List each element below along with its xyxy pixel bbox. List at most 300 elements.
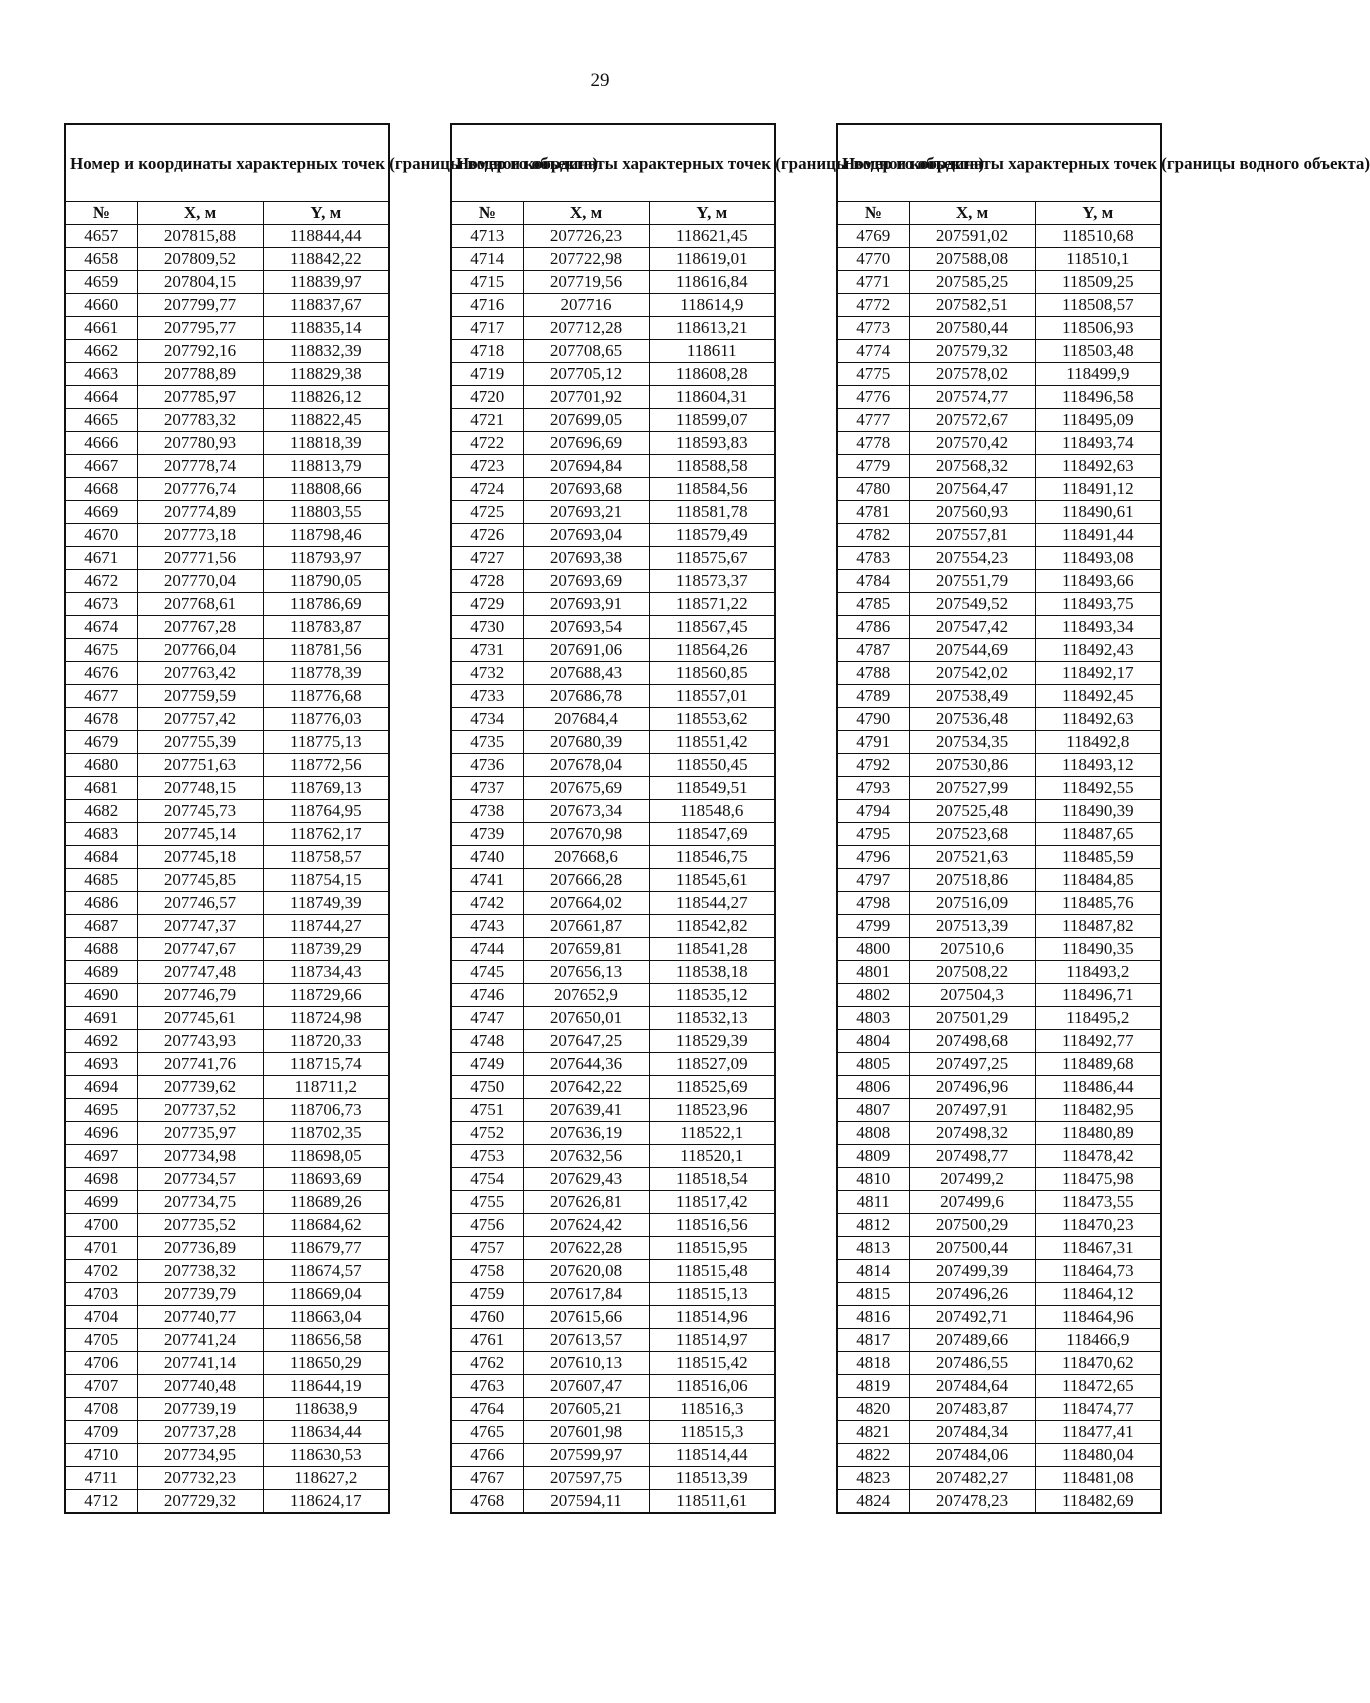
point-number: 4717: [451, 317, 523, 340]
y-coordinate: 118549,51: [649, 777, 775, 800]
x-coordinate: 207497,91: [909, 1099, 1035, 1122]
x-coordinate: 207693,69: [523, 570, 649, 593]
table-row: [65, 1352, 389, 1375]
y-coordinate: 118581,78: [649, 501, 775, 524]
x-coordinate: 207693,38: [523, 547, 649, 570]
x-coordinate: 207554,23: [909, 547, 1035, 570]
table-body: [837, 225, 1161, 1514]
point-number: 4790: [837, 708, 909, 731]
point-number: 4752: [451, 1122, 523, 1145]
table-row: [451, 1329, 775, 1352]
x-coordinate: 207527,99: [909, 777, 1035, 800]
x-coordinate: 207747,67: [137, 938, 263, 961]
y-coordinate: 118769,13: [263, 777, 389, 800]
x-coordinate: 207499,39: [909, 1260, 1035, 1283]
point-number: 4712: [65, 1490, 137, 1514]
table-row: [451, 984, 775, 1007]
y-coordinate: 118684,62: [263, 1214, 389, 1237]
y-coordinate: 118464,12: [1035, 1283, 1161, 1306]
table-row: [451, 1352, 775, 1375]
point-number: 4792: [837, 754, 909, 777]
x-coordinate: 207518,86: [909, 869, 1035, 892]
point-number: 4762: [451, 1352, 523, 1375]
x-coordinate: 207591,02: [909, 225, 1035, 248]
y-coordinate: 118515,13: [649, 1283, 775, 1306]
x-coordinate: 207580,44: [909, 317, 1035, 340]
x-coordinate: 207551,79: [909, 570, 1035, 593]
point-number: 4666: [65, 432, 137, 455]
point-number: 4702: [65, 1260, 137, 1283]
point-number: 4686: [65, 892, 137, 915]
table-row: [451, 432, 775, 455]
y-coordinate: 118604,31: [649, 386, 775, 409]
table-row: [451, 1145, 775, 1168]
y-coordinate: 118503,48: [1035, 340, 1161, 363]
y-coordinate: 118720,33: [263, 1030, 389, 1053]
x-coordinate: 207699,05: [523, 409, 649, 432]
table-row: [837, 1306, 1161, 1329]
point-number: 4719: [451, 363, 523, 386]
y-coordinate: 118509,25: [1035, 271, 1161, 294]
y-coordinate: 118492,63: [1035, 708, 1161, 731]
table-row: [451, 248, 775, 271]
y-coordinate: 118492,17: [1035, 662, 1161, 685]
x-coordinate: 207722,98: [523, 248, 649, 271]
point-number: 4745: [451, 961, 523, 984]
x-coordinate: 207696,69: [523, 432, 649, 455]
table-row: [451, 1122, 775, 1145]
x-coordinate: 207599,97: [523, 1444, 649, 1467]
table-row: [837, 593, 1161, 616]
y-coordinate: 118842,22: [263, 248, 389, 271]
table-row: [837, 1030, 1161, 1053]
x-coordinate: 207538,49: [909, 685, 1035, 708]
table-row: [451, 1076, 775, 1099]
table-row: [65, 1214, 389, 1237]
x-coordinate: 207770,04: [137, 570, 263, 593]
point-number: 4804: [837, 1030, 909, 1053]
point-number: 4714: [451, 248, 523, 271]
y-coordinate: 118515,48: [649, 1260, 775, 1283]
y-coordinate: 118467,31: [1035, 1237, 1161, 1260]
table-row: [451, 1421, 775, 1444]
x-coordinate: 207496,96: [909, 1076, 1035, 1099]
table-row: [65, 915, 389, 938]
point-number: 4807: [837, 1099, 909, 1122]
x-coordinate: 207504,3: [909, 984, 1035, 1007]
table-row: [451, 1306, 775, 1329]
table-row: [837, 685, 1161, 708]
x-coordinate: 207788,89: [137, 363, 263, 386]
table-row: [837, 1490, 1161, 1514]
point-number: 4704: [65, 1306, 137, 1329]
point-number: 4808: [837, 1122, 909, 1145]
y-coordinate: 118613,21: [649, 317, 775, 340]
x-coordinate: 207691,06: [523, 639, 649, 662]
table-row: [837, 961, 1161, 984]
x-coordinate: 207500,29: [909, 1214, 1035, 1237]
table-row: [451, 685, 775, 708]
x-coordinate: 207530,86: [909, 754, 1035, 777]
x-coordinate: 207739,62: [137, 1076, 263, 1099]
table-row: [837, 432, 1161, 455]
point-number: 4809: [837, 1145, 909, 1168]
y-coordinate: 118634,44: [263, 1421, 389, 1444]
point-number: 4764: [451, 1398, 523, 1421]
x-coordinate: 207773,18: [137, 524, 263, 547]
y-coordinate: 118475,98: [1035, 1168, 1161, 1191]
y-coordinate: 118715,74: [263, 1053, 389, 1076]
y-coordinate: 118478,42: [1035, 1145, 1161, 1168]
point-number: 4697: [65, 1145, 137, 1168]
x-coordinate: 207734,98: [137, 1145, 263, 1168]
table-row: [837, 1421, 1161, 1444]
x-coordinate: 207615,66: [523, 1306, 649, 1329]
table-row: [837, 1467, 1161, 1490]
point-number: 4733: [451, 685, 523, 708]
column-header-x: X, м: [523, 202, 649, 225]
table-row: [65, 938, 389, 961]
point-number: 4706: [65, 1352, 137, 1375]
y-coordinate: 118553,62: [649, 708, 775, 731]
x-coordinate: 207650,01: [523, 1007, 649, 1030]
x-coordinate: 207547,42: [909, 616, 1035, 639]
point-number: 4778: [837, 432, 909, 455]
table-row: [65, 846, 389, 869]
x-coordinate: 207734,75: [137, 1191, 263, 1214]
point-number: 4692: [65, 1030, 137, 1053]
x-coordinate: 207492,71: [909, 1306, 1035, 1329]
point-number: 4682: [65, 800, 137, 823]
point-number: 4700: [65, 1214, 137, 1237]
table-row: [451, 1214, 775, 1237]
y-coordinate: 118506,93: [1035, 317, 1161, 340]
x-coordinate: 207478,23: [909, 1490, 1035, 1514]
point-number: 4710: [65, 1444, 137, 1467]
point-number: 4668: [65, 478, 137, 501]
y-coordinate: 118517,42: [649, 1191, 775, 1214]
table-row: [65, 1168, 389, 1191]
y-coordinate: 118754,15: [263, 869, 389, 892]
table-row: [65, 1398, 389, 1421]
table-row: [65, 731, 389, 754]
x-coordinate: 207776,74: [137, 478, 263, 501]
table-row: [837, 524, 1161, 547]
x-coordinate: 207738,32: [137, 1260, 263, 1283]
table-row: [65, 478, 389, 501]
x-coordinate: 207636,19: [523, 1122, 649, 1145]
point-number: 4677: [65, 685, 137, 708]
point-number: 4756: [451, 1214, 523, 1237]
point-number: 4737: [451, 777, 523, 800]
table-row: [837, 1398, 1161, 1421]
y-coordinate: 118588,58: [649, 455, 775, 478]
x-coordinate: 207489,66: [909, 1329, 1035, 1352]
y-coordinate: 118535,12: [649, 984, 775, 1007]
y-coordinate: 118515,3: [649, 1421, 775, 1444]
point-number: 4776: [837, 386, 909, 409]
table-row: [837, 1099, 1161, 1122]
x-coordinate: 207726,23: [523, 225, 649, 248]
point-number: 4713: [451, 225, 523, 248]
table-row: [451, 616, 775, 639]
table-row: [65, 869, 389, 892]
x-coordinate: 207751,63: [137, 754, 263, 777]
point-number: 4711: [65, 1467, 137, 1490]
table-row: [837, 1352, 1161, 1375]
point-number: 4674: [65, 616, 137, 639]
x-coordinate: 207572,67: [909, 409, 1035, 432]
point-number: 4766: [451, 1444, 523, 1467]
y-coordinate: 118545,61: [649, 869, 775, 892]
point-number: 4779: [837, 455, 909, 478]
table-caption: Номер и координаты характерных точек (границы водного объекта): [65, 124, 389, 202]
y-coordinate: 118496,71: [1035, 984, 1161, 1007]
y-coordinate: 118614,9: [649, 294, 775, 317]
y-coordinate: 118529,39: [649, 1030, 775, 1053]
x-coordinate: 207617,84: [523, 1283, 649, 1306]
x-coordinate: 207499,6: [909, 1191, 1035, 1214]
y-coordinate: 118776,03: [263, 708, 389, 731]
table-row: [451, 731, 775, 754]
table-row: [451, 823, 775, 846]
x-coordinate: 207785,97: [137, 386, 263, 409]
x-coordinate: 207652,9: [523, 984, 649, 1007]
table-row: [65, 1099, 389, 1122]
x-coordinate: 207484,34: [909, 1421, 1035, 1444]
point-number: 4774: [837, 340, 909, 363]
table-row: [451, 1168, 775, 1191]
point-number: 4726: [451, 524, 523, 547]
y-coordinate: 118557,01: [649, 685, 775, 708]
point-number: 4688: [65, 938, 137, 961]
x-coordinate: 207534,35: [909, 731, 1035, 754]
x-coordinate: 207735,97: [137, 1122, 263, 1145]
y-coordinate: 118514,97: [649, 1329, 775, 1352]
y-coordinate: 118492,8: [1035, 731, 1161, 754]
y-coordinate: 118650,29: [263, 1352, 389, 1375]
point-number: 4741: [451, 869, 523, 892]
table-row: [451, 1237, 775, 1260]
table-row: [65, 248, 389, 271]
point-number: 4794: [837, 800, 909, 823]
x-coordinate: 207525,48: [909, 800, 1035, 823]
y-coordinate: 118490,39: [1035, 800, 1161, 823]
point-number: 4691: [65, 1007, 137, 1030]
table-row: [837, 823, 1161, 846]
x-coordinate: 207642,22: [523, 1076, 649, 1099]
x-coordinate: 207763,42: [137, 662, 263, 685]
y-coordinate: 118548,6: [649, 800, 775, 823]
x-coordinate: 207536,48: [909, 708, 1035, 731]
table-row: [65, 685, 389, 708]
column-header-y: Y, м: [263, 202, 389, 225]
point-number: 4750: [451, 1076, 523, 1099]
table-row: [451, 1490, 775, 1514]
point-number: 4732: [451, 662, 523, 685]
point-number: 4667: [65, 455, 137, 478]
x-coordinate: 207521,63: [909, 846, 1035, 869]
x-coordinate: 207544,69: [909, 639, 1035, 662]
y-coordinate: 118538,18: [649, 961, 775, 984]
table-body: [65, 225, 389, 1514]
x-coordinate: 207564,47: [909, 478, 1035, 501]
table-row: [65, 432, 389, 455]
table-row: [837, 938, 1161, 961]
x-coordinate: 207735,52: [137, 1214, 263, 1237]
point-number: 4824: [837, 1490, 909, 1514]
point-number: 4729: [451, 593, 523, 616]
y-coordinate: 118513,39: [649, 1467, 775, 1490]
point-number: 4748: [451, 1030, 523, 1053]
point-number: 4699: [65, 1191, 137, 1214]
table-row: [65, 1007, 389, 1030]
table-row: [837, 248, 1161, 271]
x-coordinate: 207510,6: [909, 938, 1035, 961]
point-number: 4787: [837, 639, 909, 662]
table-row: [451, 1283, 775, 1306]
point-number: 4802: [837, 984, 909, 1007]
y-coordinate: 118679,77: [263, 1237, 389, 1260]
point-number: 4784: [837, 570, 909, 593]
point-number: 4679: [65, 731, 137, 754]
table-row: [451, 961, 775, 984]
table-row: [65, 1283, 389, 1306]
table-row: [451, 363, 775, 386]
y-coordinate: 118762,17: [263, 823, 389, 846]
table-row: [451, 1398, 775, 1421]
point-number: 4716: [451, 294, 523, 317]
y-coordinate: 118567,45: [649, 616, 775, 639]
y-coordinate: 118485,76: [1035, 892, 1161, 915]
point-number: 4740: [451, 846, 523, 869]
table-row: [837, 501, 1161, 524]
point-number: 4664: [65, 386, 137, 409]
table-row: [65, 1375, 389, 1398]
x-coordinate: 207624,42: [523, 1214, 649, 1237]
y-coordinate: 118473,55: [1035, 1191, 1161, 1214]
y-coordinate: 118492,55: [1035, 777, 1161, 800]
table-row: [451, 340, 775, 363]
x-coordinate: 207743,93: [137, 1030, 263, 1053]
table-row: [837, 225, 1161, 248]
x-coordinate: 207708,65: [523, 340, 649, 363]
x-coordinate: 207499,2: [909, 1168, 1035, 1191]
point-number: 4675: [65, 639, 137, 662]
table-row: [451, 294, 775, 317]
table-row: [65, 1444, 389, 1467]
table-row: [451, 639, 775, 662]
y-coordinate: 118608,28: [649, 363, 775, 386]
y-coordinate: 118616,84: [649, 271, 775, 294]
y-coordinate: 118493,75: [1035, 593, 1161, 616]
x-coordinate: 207759,59: [137, 685, 263, 708]
table-row: [837, 1283, 1161, 1306]
y-coordinate: 118546,75: [649, 846, 775, 869]
point-number: 4660: [65, 294, 137, 317]
x-coordinate: 207673,34: [523, 800, 649, 823]
x-coordinate: 207585,25: [909, 271, 1035, 294]
x-coordinate: 207486,55: [909, 1352, 1035, 1375]
y-coordinate: 118822,45: [263, 409, 389, 432]
table-row: [65, 386, 389, 409]
table-row: [451, 938, 775, 961]
x-coordinate: 207516,09: [909, 892, 1035, 915]
y-coordinate: 118470,23: [1035, 1214, 1161, 1237]
y-coordinate: 118464,73: [1035, 1260, 1161, 1283]
table-row: [65, 1329, 389, 1352]
y-coordinate: 118515,42: [649, 1352, 775, 1375]
table-row: [451, 225, 775, 248]
x-coordinate: 207501,29: [909, 1007, 1035, 1030]
point-number: 4703: [65, 1283, 137, 1306]
point-number: 4800: [837, 938, 909, 961]
point-number: 4797: [837, 869, 909, 892]
y-coordinate: 118798,46: [263, 524, 389, 547]
table-row: [65, 1145, 389, 1168]
y-coordinate: 118564,26: [649, 639, 775, 662]
x-coordinate: 207484,06: [909, 1444, 1035, 1467]
point-number: 4770: [837, 248, 909, 271]
y-coordinate: 118579,49: [649, 524, 775, 547]
point-number: 4763: [451, 1375, 523, 1398]
y-coordinate: 118482,69: [1035, 1490, 1161, 1514]
table-row: [65, 317, 389, 340]
table-row: [451, 892, 775, 915]
point-number: 4815: [837, 1283, 909, 1306]
table-row: [451, 593, 775, 616]
point-number: 4684: [65, 846, 137, 869]
y-coordinate: 118775,13: [263, 731, 389, 754]
table-row: [837, 1053, 1161, 1076]
table-row: [65, 1030, 389, 1053]
x-coordinate: 207582,51: [909, 294, 1035, 317]
x-coordinate: 207747,37: [137, 915, 263, 938]
point-number: 4819: [837, 1375, 909, 1398]
table-row: [837, 409, 1161, 432]
y-coordinate: 118698,05: [263, 1145, 389, 1168]
y-coordinate: 118482,95: [1035, 1099, 1161, 1122]
table-row: [837, 1329, 1161, 1352]
table-row: [65, 1260, 389, 1283]
point-number: 4701: [65, 1237, 137, 1260]
table-row: [837, 455, 1161, 478]
x-coordinate: 207484,64: [909, 1375, 1035, 1398]
y-coordinate: 118492,43: [1035, 639, 1161, 662]
y-coordinate: 118508,57: [1035, 294, 1161, 317]
point-number: 4683: [65, 823, 137, 846]
table-row: [65, 1122, 389, 1145]
point-number: 4657: [65, 225, 137, 248]
x-coordinate: 207719,56: [523, 271, 649, 294]
x-coordinate: 207597,75: [523, 1467, 649, 1490]
x-coordinate: 207686,78: [523, 685, 649, 708]
table-row: [837, 639, 1161, 662]
x-coordinate: 207557,81: [909, 524, 1035, 547]
x-coordinate: 207739,19: [137, 1398, 263, 1421]
y-coordinate: 118702,35: [263, 1122, 389, 1145]
point-number: 4673: [65, 593, 137, 616]
point-number: 4731: [451, 639, 523, 662]
y-coordinate: 118511,61: [649, 1490, 775, 1514]
y-coordinate: 118510,1: [1035, 248, 1161, 271]
y-coordinate: 118550,45: [649, 754, 775, 777]
x-coordinate: 207757,42: [137, 708, 263, 731]
y-coordinate: 118490,61: [1035, 501, 1161, 524]
point-number: 4789: [837, 685, 909, 708]
x-coordinate: 207804,15: [137, 271, 263, 294]
y-coordinate: 118729,66: [263, 984, 389, 1007]
